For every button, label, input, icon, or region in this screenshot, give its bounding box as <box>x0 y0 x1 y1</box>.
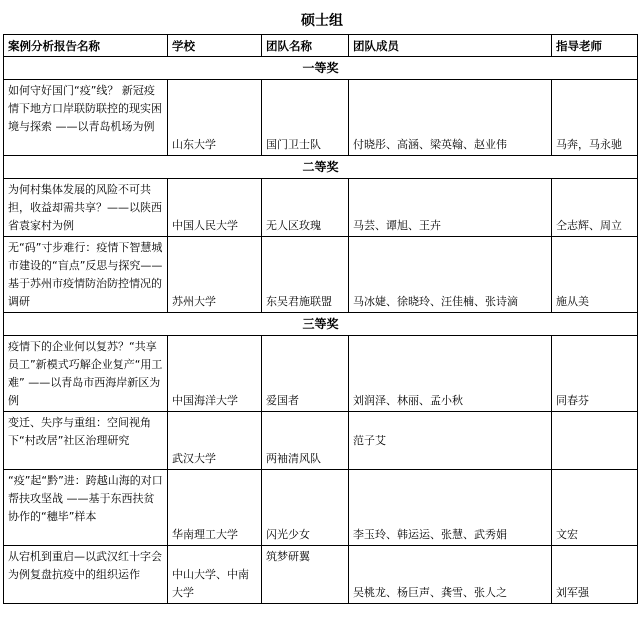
members-cell: 付晓彤、高涵、梁英翰、赵业伟 <box>349 80 552 156</box>
school-cell: 中国海洋大学 <box>168 336 262 412</box>
table-row <box>4 179 638 237</box>
school-cell: 中山大学、中南大学 <box>168 546 262 604</box>
advisor-cell: 刘军强 <box>552 546 638 604</box>
header-team-name: 团队名称 <box>262 35 349 57</box>
report-name-cell: 变迁、失序与重组：空间视角下“村改居”社区治理研究 <box>4 412 168 470</box>
school-cell: 中国人民大学 <box>168 179 262 237</box>
school-cell: 华南理工大学 <box>168 470 262 546</box>
team-cell: 无人区玫瑰 <box>262 179 349 237</box>
advisor-cell: 施从美 <box>552 237 638 313</box>
header-school: 学校 <box>168 35 262 57</box>
award-label: 三等奖 <box>4 313 638 336</box>
members-cell: 马冰婕、徐晓玲、汪佳楠、张诗滴 <box>349 237 552 313</box>
report-name-cell: 为何村集体发展的风险不可共担，收益却需共享？——以陕西省袁家村为例 <box>4 179 168 237</box>
team-cell: 两袖清风队 <box>262 412 349 470</box>
school-cell: 苏州大学 <box>168 237 262 313</box>
team-cell: 国门卫士队 <box>262 80 349 156</box>
award-row-first <box>4 57 638 80</box>
award-label: 二等奖 <box>4 156 638 179</box>
header-row <box>4 35 638 57</box>
school-cell: 山东大学 <box>168 80 262 156</box>
advisor-cell: 文宏 <box>552 470 638 546</box>
team-cell: 爱国者 <box>262 336 349 412</box>
members-cell: 刘润泽、林丽、孟小秋 <box>349 336 552 412</box>
members-cell: 李玉玲、韩运运、张慧、武秀娟 <box>349 470 552 546</box>
team-cell: 筑梦研翼 <box>262 546 349 604</box>
table-title: 硕士组 <box>301 13 343 29</box>
award-label: 一等奖 <box>4 57 638 80</box>
members-cell: 吴桃龙、杨巨声、龚雪、张人之 <box>349 546 552 604</box>
members-cell: 马芸、谭旭、王卉 <box>349 179 552 237</box>
award-row-second <box>4 156 638 179</box>
team-cell: 东吴君施联盟 <box>262 237 349 313</box>
team-cell: 闪光少女 <box>262 470 349 546</box>
members-cell: 范子艾 <box>349 412 552 470</box>
advisor-cell: 同春芬 <box>552 336 638 412</box>
report-name-cell: “疫”起“黔”进：跨越山海的对口帮扶攻坚战 ——基于东西扶贫协作的“穗毕”样本 <box>4 470 168 546</box>
header-team-members: 团队成员 <box>349 35 552 57</box>
table-row <box>4 546 638 604</box>
advisor-cell <box>552 412 638 470</box>
report-name-cell: 如何守好国门“疫”线？ 新冠疫情下地方口岸联防联控的现实困境与探索 ——以青岛机场为例 <box>4 80 168 156</box>
advisor-cell: 仝志辉、周立 <box>552 179 638 237</box>
header-advisor: 指导老师 <box>552 35 638 57</box>
report-name-cell: 无“码”寸步难行：疫情下智慧城市建设的“盲点”反思与探究——基于苏州市疫情防治防控情况的调研 <box>4 237 168 313</box>
header-report-name: 案例分析报告名称 <box>4 35 168 57</box>
table-row <box>4 412 638 470</box>
table-row <box>4 336 638 412</box>
school-cell: 武汉大学 <box>168 412 262 470</box>
award-table <box>3 34 638 604</box>
advisor-cell: 马奔，马永驰 <box>552 80 638 156</box>
report-name-cell: 疫情下的企业何以复苏？“共享员工”新模式巧解企业复产“用工难” ——以青岛市西海岸新区为例 <box>4 336 168 412</box>
table-row <box>4 80 638 156</box>
table-row <box>4 237 638 313</box>
award-row-third <box>4 313 638 336</box>
table-row <box>4 470 638 546</box>
report-name-cell: 从宕机到重启—以武汉红十字会为例复盘抗疫中的组织运作 <box>4 546 168 604</box>
